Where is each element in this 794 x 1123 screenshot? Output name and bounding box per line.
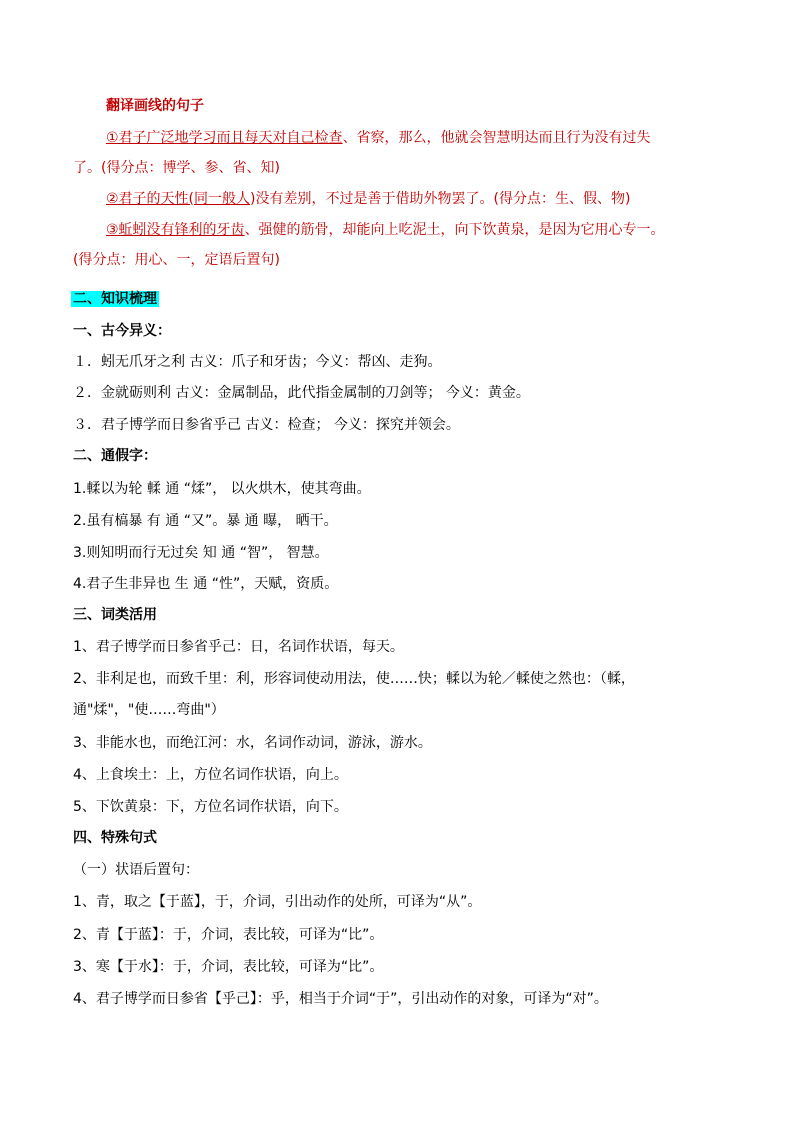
tongjia-item: 1.輮以为轮 輮 通 “煣”， 以火烘木，使其弯曲。 xyxy=(73,481,371,497)
teshu-item: 4、君子博学而日参省【乎己】：乎，相当于介词“于”，引出动作的对象，可译为“对”。 xyxy=(73,991,608,1007)
teshu-subheading: （一）状语后置句： xyxy=(73,862,199,878)
underlined-text: ③蚯蚓没有锋利的牙齿 xyxy=(106,222,245,238)
cilei-item-continued: 通"煣"，"使……弯曲"） xyxy=(73,702,225,718)
cilei-heading: 三、词类活用 xyxy=(73,607,157,623)
cilei-item: 3、非能水也，而绝江河：水，名词作动词，游泳，游水。 xyxy=(73,735,432,751)
text: )没有差别，不过是善于借助外物罢了。(得分点：生、假、物) xyxy=(250,191,631,207)
tongjia-item: 4.君子生非异也 生 通 “性”，天赋，资质。 xyxy=(73,576,339,592)
cilei-item: 4、上食埃土：上，方位名词作状语，向上。 xyxy=(73,767,348,783)
underlined-text: 同一般人 xyxy=(194,191,251,207)
translation-sentence-1-line-1 xyxy=(106,128,651,148)
text: 、省察，那么，他就会智慧明达而且行为没有过失 xyxy=(342,130,651,146)
cilei-item: 1、君子博学而日参省乎己：日，名词作状语，每天。 xyxy=(73,639,404,655)
text: 、强健的筋骨，却能向上吃泥土，向下饮黄泉，是因为它用心专一。 xyxy=(244,222,665,238)
gujin-heading: 一、古今异义： xyxy=(73,323,171,339)
gujin-item: １．蚓无爪牙之利 古义：爪子和牙齿；今义：帮凶、走狗。 xyxy=(73,354,442,370)
teshu-item: 2、青【于蓝】：于，介词，表比较，可译为“比”。 xyxy=(73,927,384,943)
teshu-item: 1、青，取之【于蓝】，于，介词，引出动作的处所，可译为“从”。 xyxy=(73,894,482,910)
cilei-item: 2、非利足也，而致千里：利，形容词使动用法，使……快；輮以为轮／輮使之然也：（輮， xyxy=(73,671,635,687)
translation-sentence-3-line-1 xyxy=(106,220,665,240)
translation-sentence-1-line-2: 了。(得分点：博学、参、省、知) xyxy=(73,160,280,176)
translation-sentence-3-line-2: (得分点：用心、一，定语后置句) xyxy=(73,252,280,268)
gujin-item: ２．金就砺则利 古义：金属制品，此代指金属制的刀剑等； 今义：黄金。 xyxy=(73,385,530,401)
translation-sentence-2 xyxy=(106,189,630,209)
gujin-item: ３．君子博学而日参省乎己 古义：检查； 今义：探究并领会。 xyxy=(73,417,460,433)
tongjia-item: 3.则知明而行无过矣 知 通 “智”， 智慧。 xyxy=(73,545,329,561)
underlined-text: ②君子的天性( xyxy=(106,191,195,207)
section-title xyxy=(71,289,159,309)
tongjia-heading: 二、通假字： xyxy=(73,448,157,464)
teshu-item: 3、寒【于水】：于，介词，表比较，可译为“比”。 xyxy=(73,959,384,975)
underlined-text: ①君子广泛地学习而且每天对自己检查 xyxy=(106,130,343,146)
highlighted-title: 二、知识梳理 xyxy=(73,291,157,307)
translation-heading: 翻译画线的句子 xyxy=(106,98,204,114)
cilei-item: 5、下饮黄泉：下，方位名词作状语，向下。 xyxy=(73,799,348,815)
teshu-heading: 四、特殊句式 xyxy=(73,830,157,846)
tongjia-item: 2.虽有槁暴 有 通 “又”。暴 通 曝， 晒干。 xyxy=(73,513,338,529)
